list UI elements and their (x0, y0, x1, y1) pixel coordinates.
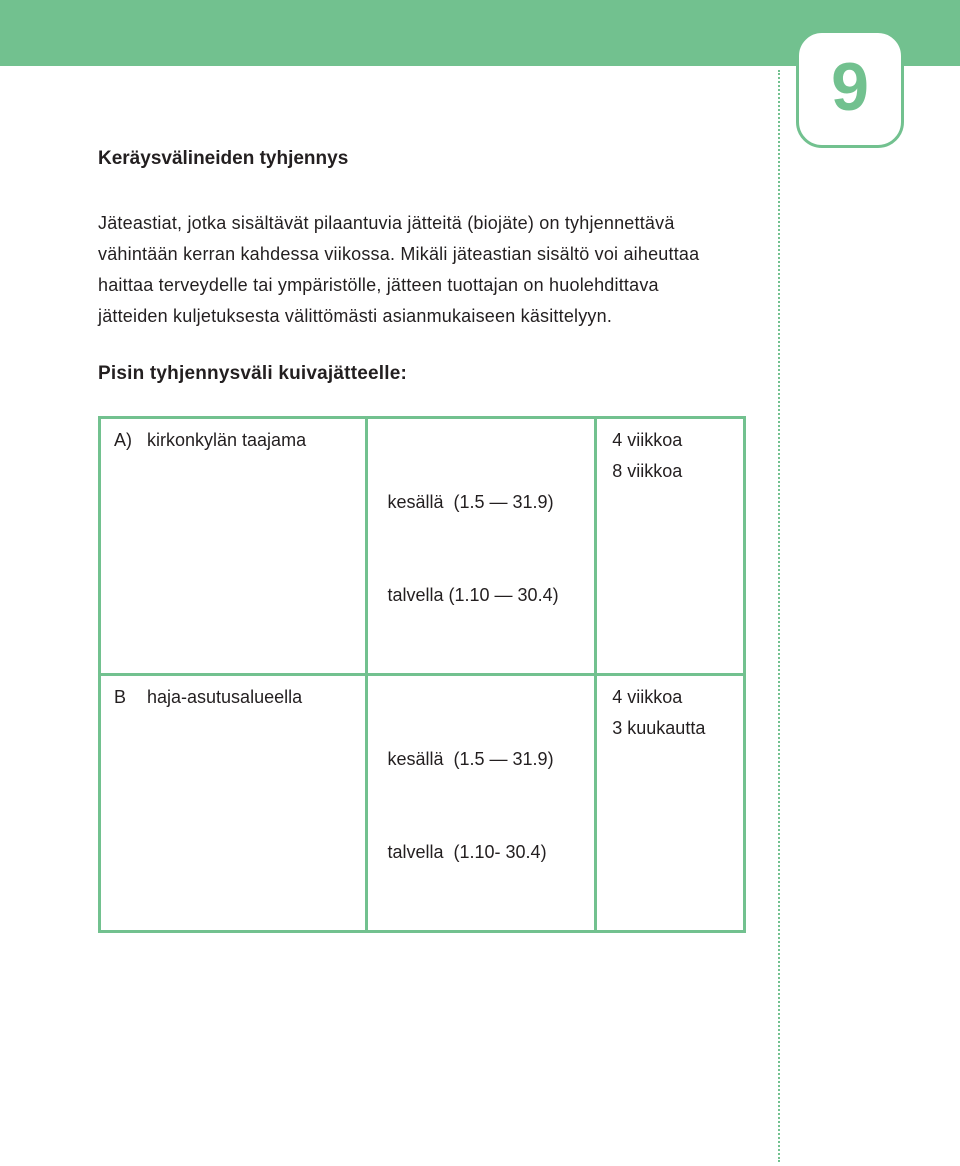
emptying-interval: 3 kuukautta (612, 718, 706, 738)
page-number-badge (796, 30, 904, 148)
emptying-interval: 4 viikkoa (612, 687, 683, 707)
table-subheading: Pisin tyhjennysväli kuivajätteelle: (98, 363, 408, 384)
area-name: haja-asutusalueella (147, 687, 303, 707)
table-row (100, 418, 745, 675)
section-heading: Keräysvälineiden tyhjennys (98, 148, 349, 169)
paragraph-line: jätteiden kuljetuksesta välittömästi asianmukaiseen käsittelyyn. (98, 306, 613, 326)
season-period: talvella (1.10- 30.4) (387, 842, 547, 862)
season-cell (367, 675, 596, 932)
interval-cell (596, 675, 745, 932)
body-paragraph (98, 208, 758, 332)
interval-cell (596, 418, 745, 675)
emptying-interval: 4 viikkoa (612, 430, 683, 450)
paragraph-line: haittaa terveydelle tai ympäristölle, jätteen tuottajan on huolehdittava (98, 275, 659, 295)
page-number: 9 (831, 49, 869, 125)
area-cell (100, 418, 367, 675)
area-code: A) (114, 430, 132, 450)
season-cell (367, 418, 596, 675)
paragraph-line: vähintään kerran kahdessa viikossa. Mikäli jäteastian sisältö voi aiheuttaa (98, 244, 700, 264)
season-period: talvella (1.10 — 30.4) (387, 585, 559, 605)
emptying-interval: 8 viikkoa (612, 461, 683, 481)
area-name: kirkonkylän taajama (147, 430, 307, 450)
area-cell (100, 675, 367, 932)
emptying-schedule-table (98, 416, 746, 933)
area-code: B (114, 687, 127, 707)
season-period: kesällä (1.5 — 31.9) (387, 749, 554, 769)
season-period: kesällä (1.5 — 31.9) (387, 492, 554, 512)
dotted-divider (778, 70, 780, 1162)
paragraph-line: Jäteastiat, jotka sisältävät pilaantuvia jätteitä (biojäte) on tyhjennettävä (98, 213, 675, 233)
table-row (100, 675, 745, 932)
